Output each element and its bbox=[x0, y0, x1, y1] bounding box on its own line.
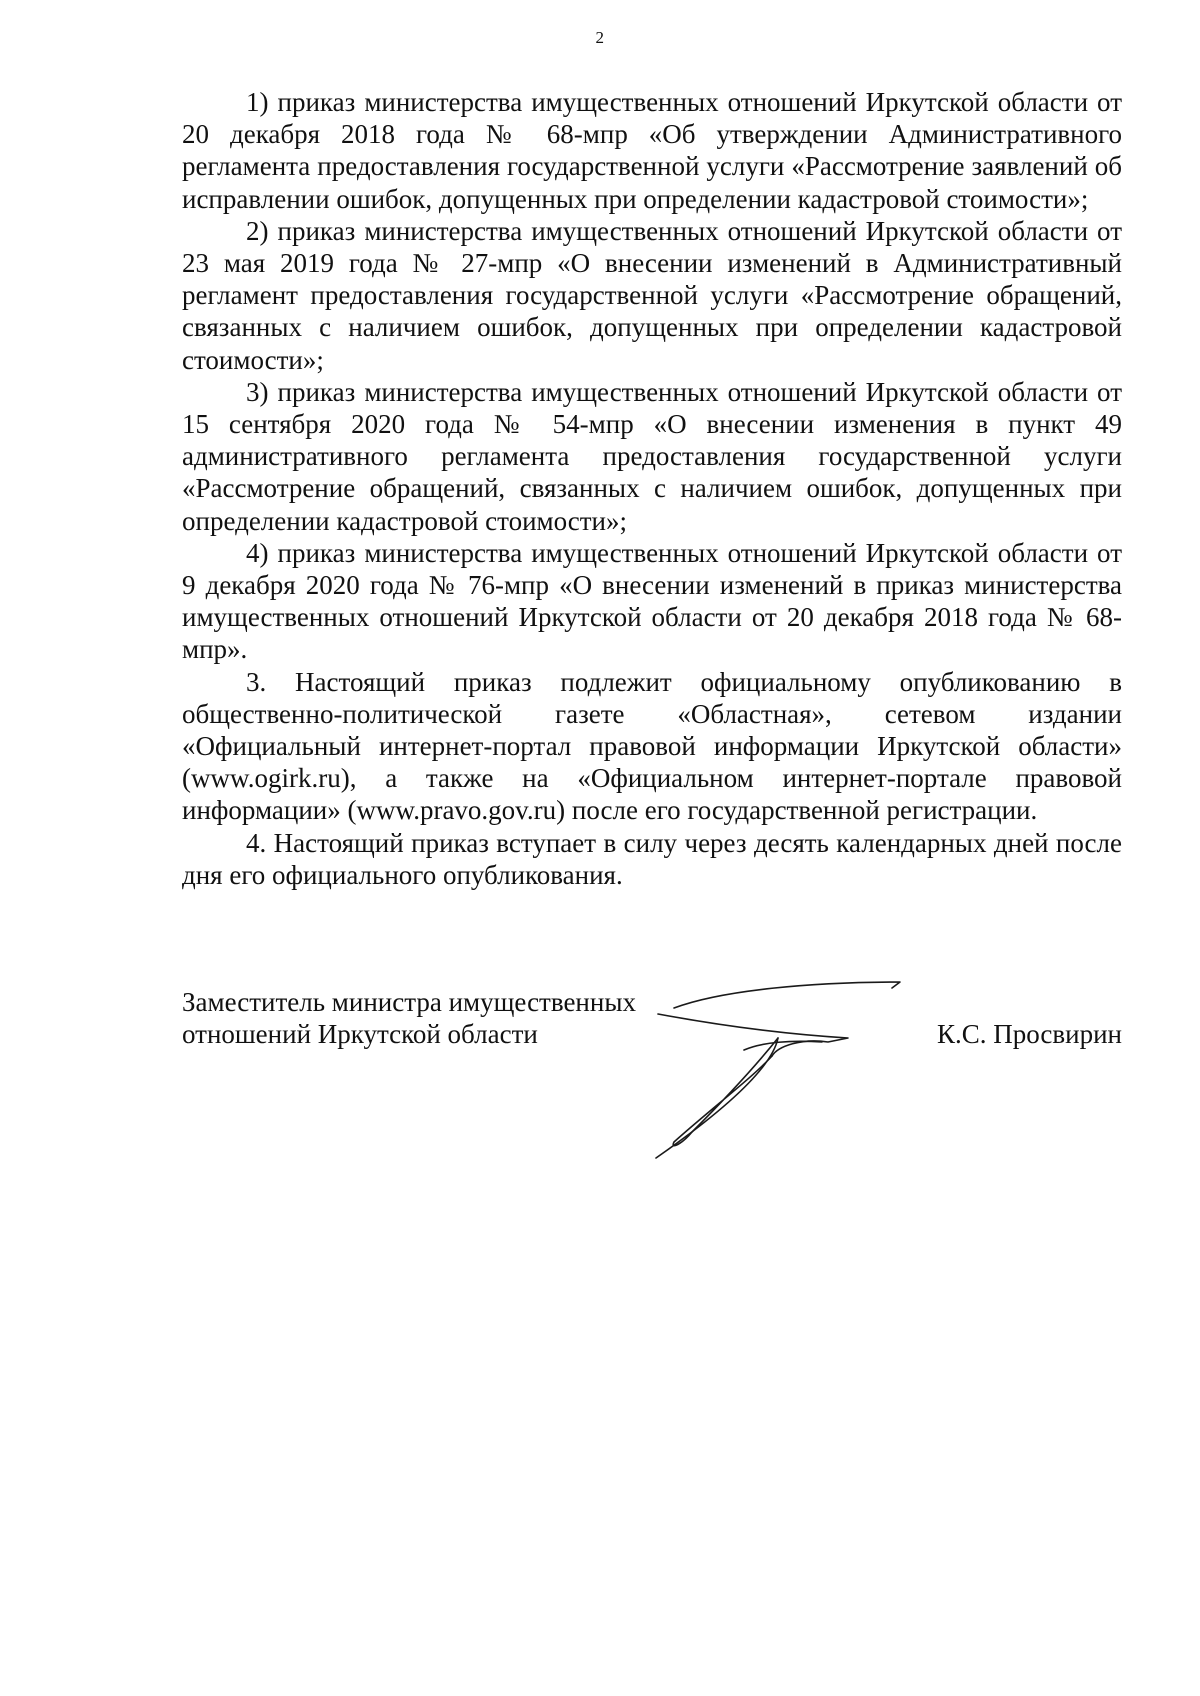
paragraph-item-3: 3) приказ министерства имущественных отношений Иркутской области от 15 сентября 2020 года № 54-мпр «О внесении изменения в пункт 49 административного регламента предоставления государственной услуги «Рассмотрение обращений, связанных с наличием ошибок, допущенных при определении кадастровой стоимости»; bbox=[182, 376, 1122, 536]
paragraph-item-2: 2) приказ министерства имущественных отношений Иркутской области от 23 мая 2019 года № 27-мпр «О внесении изменений в Административный регламент предоставления государственной услуги «Рассмотрение обращений, связанных с наличием ошибок, допущенных при определении кадастровой стоимости»; bbox=[182, 215, 1122, 375]
paragraph-point-4: 4. Настоящий приказ вступает в силу через десять календарных дней после дня его официального опубликования. bbox=[182, 827, 1122, 890]
paragraph-point-3: 3. Настоящий приказ подлежит официальному опубликованию в общественно-политической газете «Областная», сетевом издании «Официальный интернет-портал правовой информации Иркутской области» (www.ogirk.ru), а также на «Официальном интернет-портале правовой информации» (www.pravo.gov.ru) после его государственной регистрации. bbox=[182, 666, 1122, 826]
signer-position bbox=[182, 986, 662, 1050]
paragraph-item-1: 1) приказ министерства имущественных отношений Иркутской области от 20 декабря 2018 года № 68-мпр «Об утверждении Административного регламента предоставления государственной услуги «Рассмотрение заявлений об исправлении ошибок, допущенных при определении кадастровой стоимости»; bbox=[182, 87, 1122, 214]
handwritten-signature bbox=[652, 972, 922, 1172]
page-number: 2 bbox=[595, 28, 605, 47]
signer-position-line-2: отношений Иркутской области bbox=[182, 1019, 538, 1049]
document-body bbox=[182, 86, 1122, 891]
signer-position-line-1: Заместитель министра имущественных bbox=[182, 987, 636, 1017]
signer-name: К.С. Просвирин bbox=[936, 1019, 1122, 1049]
paragraph-item-4: 4) приказ министерства имущественных отношений Иркутской области от 9 декабря 2020 года № 76-мпр «О внесении изменений в приказ министерства имущественных отношений Иркутской области от 20 декабря 2018 года № 68-мпр». bbox=[182, 537, 1122, 665]
signature-block bbox=[182, 986, 1122, 1186]
